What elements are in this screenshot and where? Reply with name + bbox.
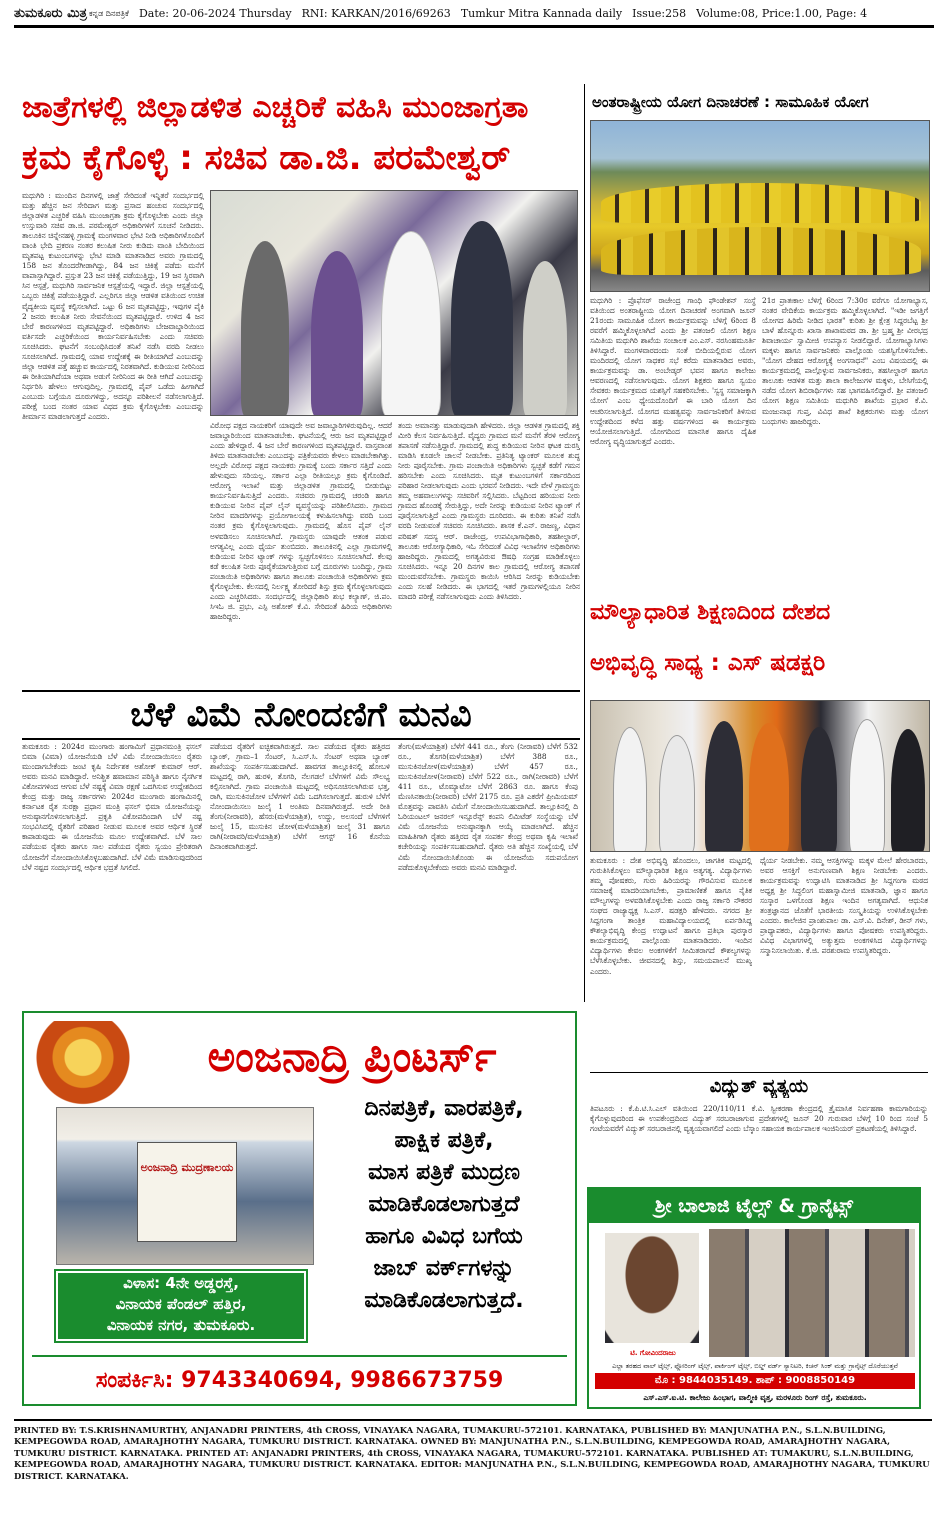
photo-figure: [891, 729, 925, 852]
education-column-1: ತುಮಕೂರು : ದೇಶ ಅಭಿವೃದ್ಧಿ ಹೊಂದಲು, ಜಾಗತಿಕ ಮಟ್ಟದಲ್ಲಿ ಗುರುತಿಸಿಕೊಳ್ಳಲು ಮೌಲ್ಯಾಧಾರಿತ ಶಿಕ್ಷಣ ಅತ್ಯಗತ್ಯ. ವಿದ್ಯಾರ್ಥಿಗಳು ತಮ್ಮ ಪೋಷಕರು, ಗುರು ಹಿರಿಯರನ್ನು ಗೌರವಿಸುವ ಮೂಲಕ ಸಮಾಜಕ್ಕೆ ಮಾದರಿಯಾಗಬೇಕು, ಪ್ರಾಮಾಣಿಕತೆ ಹಾಗೂ ನೈತಿಕ ಮೌಲ್ಯಗಳನ್ನು ಅಳವಡಿಸಿಕೊಳ್ಳಬೇಕು ಎಂದು ರಾಜ್ಯ ಸರ್ಕಾರಿ ನೌಕರರ ಸಂಘದ ರಾಜ್ಯಾಧ್ಯಕ್ಷ ಸಿ.ಎಸ್. ಷಡಕ್ಷರಿ ಹೇಳಿದರು. ನಗರದ ಶ್ರೀ ಸಿದ್ದಗಂಗಾ ತಾಂತ್ರಿಕ ಮಹಾವಿದ್ಯಾಲಯದಲ್ಲಿ ಏರ್ಪಡಿಸಿದ್ದ ಕೌಶಲ್ಯಾಭಿವೃದ್ಧಿ ಕೇಂದ್ರ ಉದ್ಘಾಟನೆ ಹಾಗೂ ಪ್ರತಿಭಾ ಪುರಸ್ಕಾರ ಕಾರ್ಯಕ್ರಮದಲ್ಲಿ ಪಾಲ್ಗೊಂಡು ಮಾತನಾಡಿದರು. ಇಂದಿನ ವಿದ್ಯಾರ್ಥಿಗಳು ಕೇವಲ ಅಂಕಗಳಿಕೆಗೆ ಸೀಮಿತರಾಗದೆ ಕೌಶಲ್ಯಗಳನ್ನು ಬೆಳೆಸಿಕೊಳ್ಳಬೇಕು. ಜೀವನದಲ್ಲಿ ಶಿಸ್ತು, ಸಮಯಪಾಲನೆ ಮುಖ್ಯ ಎಂದರು.: [590, 856, 752, 976]
address-line: ವಿಳಾಸ: 4ನೇ ಅಡ್ಡರಸ್ತೆ,: [123, 1274, 239, 1292]
publication-imprint: PRINTED BY: T.S.KRISHNAMURTHY, ANJANADRI PRINTERS, 4th CROSS, VINAYAKA NAGARA, TUMAKURU-572101. KARNATAKA, PUBLISHED BY: MANJUNATHA P.N., S.L.N.BUILDING, KEMPEGOWDA ROAD, AMARAJHOTHY NAGARA, TUMKURU DISTRICT. KARNATAKA. OWNED BY: MANJUNATHA P.N., S.L.N.BUILDING, KEMPEGOWDA ROAD, AMARAJHOTHY NAGARA, TUMKURU DISTRICT. KARNATAKA. PRINTED AT: ANJANADRI PRINTERS, 4th CROSS, VINAYAKA NAGARA, TUMAKURU-572101. KARNATAKA. PUBLISHED AT: TUMAKURU, S.L.N.BUILDING, KEMPEGOWDA ROAD, AMARAJHOTHY NAGARA, TUMKURU DISTRICT. KARNATAKA. EDITOR: MANJUNATHA P.N., S.L.N.BUILDING, KEMPEGOWDA ROAD, AMARAJHOTHY NAGARA, TUMKURU DISTRICT. KARNATAKA.: [14, 1419, 932, 1482]
address-line: ವಿನಾಯಕ ಪೆಂಡಲ್ ಹತ್ತಿರ,: [115, 1295, 247, 1313]
crop-insurance-headline: ಬೆಳೆ ವಿಮೆ ನೋಂದಣಿಗೆ ಮನವಿ: [130, 695, 472, 735]
service-line: ಹಾಗೂ ವಿವಿಧ ಬಗೆಯ: [365, 1224, 523, 1249]
photo-figure: [241, 241, 289, 416]
rni-number: RNI: KARKAN/2016/69263: [301, 7, 451, 20]
printers-address: [56, 1271, 306, 1341]
photo-group-row: [601, 183, 921, 223]
shop-photo: [56, 1107, 314, 1265]
printers-services: [314, 1093, 574, 1317]
service-line: ದಿನಪತ್ರಿಕೆ, ವಾರಪತ್ರಿಕೆ,: [364, 1096, 524, 1121]
photo-group-row: [601, 227, 921, 275]
tiles-tagline: ಎಲ್ಲಾ ತರಹದ ವಾಲ್ ಟೈಲ್ಸ್, ಫ್ಲೋರಿಂಗ್ ಟೈಲ್ಸ್, ಪಾರ್ಕಿಂಗ್ ಟೈಲ್ಸ್, ಬಿಲ್ಡ್ ವರ್ಡ್ ಸ್ಯಾನಿಟರಿ, ಕಿಚನ್ ಸಿಂಕ್ ಮತ್ತು ಗ್ರಾನೈಟ್ಸ್ ದೊರೆಯುತ್ತವೆ: [612, 1362, 898, 1370]
power-cut-body: ತಿಪಟೂರು : ಕೆ.ಪಿ.ಟಿ.ಸಿ.ಎಲ್ ವತಿಯಿಂದ 220/110/11 ಕೆ.ವಿ. ಸ್ವೀಕರಣಾ ಕೇಂದ್ರದಲ್ಲಿ ತ್ರೈಮಾಸಿಕ ನಿರ್ವಹಣಾ ಕಾಮಗಾರಿಯನ್ನು ಕೈಗೊಳ್ಳುವುದರಿಂದ ಈ ಉಪಕೇಂದ್ರದಿಂದ ವಿದ್ಯುತ್ ಸರಬರಾಜಾಗುವ ಪ್ರದೇಶಗಳಲ್ಲಿ ಜೂನ್ 20 ಗುರುವಾರ ಬೆಳಿಗ್ಗೆ 10 ರಿಂದ ಸಂಜೆ 5 ಗಂಟೆಯವರೆಗೆ ವಿದ್ಯುತ್ ಸರಬರಾಜಿನಲ್ಲಿ ವ್ಯತ್ಯಯವಾಗಲಿದೆ ಎಂದು ಬೆಸ್ಕಾಂ ಸಹಾಯಕ ಕಾರ್ಯಪಾಲಕ ಇಂಜಿನಿಯರ್ ಪ್ರಕಟಣೆಯಲ್ಲಿ ತಿಳಿಸಿದ್ದಾರೆ.: [590, 1104, 928, 1134]
service-line: ಜಾಬ್ ವರ್ಕ್‌ಗಳನ್ನು: [373, 1256, 515, 1281]
education-headline-line1: ಮೌಲ್ಯಾಧಾರಿತ ಶಿಕ್ಷಣದಿಂದ ದೇಶದ: [590, 600, 831, 625]
photo-figure: [659, 735, 695, 852]
yoga-column-2: 21ರ ಪ್ರಾತಃಕಾಲ ಬೆಳಿಗ್ಗೆ 6ರಿಂದ 7:30ರ ವರೆಗೂ ಯೋಗಾಭ್ಯಾಸ, ನಂತರ ವೇದಿಕೆಯ ಕಾರ್ಯಕ್ರಮ ಹಮ್ಮಿಕೊಳ್ಳಲಾಗಿದೆ. "ಇಡೀ ಜಗತ್ತಿಗೆ ಯೋಗದ ಹಿರಿಮೆ ನೀಡಿದ ಭಾರತ" ಕುರಿತು ಶ್ರೀ ಕ್ಷೇತ್ರ ಸಿದ್ದರಬೆಟ್ಟ ಶ್ರೀ ಬಾಳೆ ಹೊನ್ನೂರು ಖಾಸಾ ಶಾಖಾಮಠದ ಡಾ. ಶ್ರೀ ಬ್ರಹ್ಮ ಶ್ರೀ ವೀರಭದ್ರ ಶಿವಾಚಾರ್ಯ ಸ್ವಾಮೀಜಿ ಉಪನ್ಯಾಸ ನೀಡಲಿದ್ದಾರೆ. ಯೋಗಾಭ್ಯಾಸಿಗಳು ಮಕ್ಕಳು ಹಾಗೂ ಸಾರ್ವಜನಿಕರು ಪಾಲ್ಗೊಂಡು ಯಶಸ್ವಿಗೊಳಿಸಬೇಕು. "ಯೋಗ ದೇಹದ ಆರೋಗ್ಯಕ್ಕೆ ಅಂಗಸಾಧನೆ" ಎಂಬ ವಿಷಯದಲ್ಲಿ ಈ ಕಾರ್ಯಕ್ರಮದಲ್ಲಿ ಪಾಲ್ಗೊಳ್ಳುವ ಸಾರ್ವಜನಿಕರು, ತಹಸೀಲ್ದಾರ್ ಹಾಗೂ ತಾಲೂಕು ಆಡಳಿತ ಮತ್ತು ಶಾಲಾ ಕಾಲೇಜುಗಳ ಮಕ್ಕಳು, ಬೇಸಿಗೆಯಲ್ಲಿ ನಡೆದ ಯೋಗ ಶಿಬಿರಾರ್ಥಿಗಳು ಸಹ ಭಾಗವಹಿಸಲಿದ್ದಾರೆ. ಶ್ರೀ ಪತಂಜಲಿ ಯೋಗ ಶಿಕ್ಷಣ ಸಮಿತಿಯ ಮಧುಗಿರಿ ಶಾಖೆಯ ಪ್ರಭಾರ ಕೆ.ವಿ. ಮಂಜುನಾಥ ಗುಪ್ತ, ವಿವಿಧ ಶಾಖೆ ಶಿಕ್ಷಕರುಗಳು ಮತ್ತು ಯೋಗ ಬಂಧುಗಳು ಹಾಜರಿದ್ದರು.: [762, 296, 928, 426]
volume-price-page: Volume:08, Price:1.00, Page: 4: [696, 7, 868, 20]
issue-number: Issue:258: [632, 7, 687, 20]
photo-figure: [801, 727, 837, 852]
owner-photo: [605, 1233, 699, 1343]
masthead: ತುಮಕೂರು ಮಿತ್ರ: [14, 6, 87, 21]
main-story-column-1: ಮಧುಗಿರಿ : ಮುಂದಿನ ದಿನಗಳಲ್ಲಿ ಜಾತ್ರೆ ಸೇರಿದಂತೆ ಇನ್ನಿತರೆ ಸಂದರ್ಭದಲ್ಲಿ ಮತ್ತು ಹೆಚ್ಚಿನ ಜನ ಸೇರಿದಾಗ ಮತ್ತು ಪ್ರಸಾದ ಹಂಚುವ ಸಂದರ್ಭದಲ್ಲಿ ಜಿಲ್ಲಾಡಳಿತ ಎಚ್ಚರಿಕೆ ವಹಿಸಿ ಮುಂಜಾಗ್ರತಾ ಕ್ರಮ ಕೈಗೊಳ್ಳಬೇಕು ಎಂದು ಜಿಲ್ಲಾ ಉಸ್ತುವಾರಿ ಸಚಿವ ಡಾ.ಜಿ. ಪರಮೇಶ್ವರ್ ಅಧಿಕಾರಿಗಳಿಗೆ ಸೂಚನೆ ನೀಡಿದರು. ತಾಲೂಕಿನ ಚಿನ್ನೇನಹಳ್ಳಿ ಗ್ರಾಮಕ್ಕೆ ಮಂಗಳವಾರ ಭೇಟಿ ನೀಡಿ ಅಧಿಕಾರಿಗಳೊಂದಿಗೆ ವಾಂತಿ ಭೇದಿ ಪ್ರಕರಣ ನಂತರ ಕಲುಷಿತ ನೀರು ಕುಡಿದು ವಾಂತಿ ಬೇದಿಯಿಂದ ಮೃತಪಟ್ಟ ಕುಟುಂಬಗಳನ್ನು ಭೇಟಿ ಮಾಡಿ ಮಾತನಾಡಿದ ಅವರು ಗ್ರಾಮದಲ್ಲಿ 158 ಜನ ತೊಂದರೆಗೀಡಾಗಿದ್ದು, 84 ಜನ ಚಿಕಿತ್ಸೆ ಪಡೆದು ಮನೆಗೆ ವಾಪಾಸ್ಸಾಗಿದ್ದಾರೆ. ಪ್ರಸ್ತುತ 23 ಜನ ಚಿಕಿತ್ಸೆ ಪಡೆಯುತ್ತಿದ್ದು, 19 ಜನ ಸ್ಥಿರವಾಗಿ ಸಿನ ಆಸ್ಪತ್ರೆ, ಮಧುಗಿರಿ ಸಾರ್ವಜನಿಕ ಆಸ್ಪತ್ರೆಯಲ್ಲಿ ಇದ್ದಾರೆ. ಜಿಲ್ಲಾ ಆಸ್ಪತ್ರೆಯಲ್ಲಿ ಒಬ್ಬರು ಚಿಕಿತ್ಸೆ ಪಡೆಯುತ್ತಿದ್ದಾರೆ. ಎಲ್ಲರಿಗೂ ಜಿಲ್ಲಾ ಆಡಳಿತ ವತಿಯಿಂದ ಉಚಿತ ವೈದ್ಯಕೀಯ ವ್ಯವಸ್ಥೆ ಕಲ್ಪಿಸಲಾಗಿದೆ. ಒಟ್ಟು 6 ಜನ ಮೃತಪಟ್ಟಿದ್ದು, ಇವುಗಳ ಪೈಕಿ 2 ಜನರು ಕಲುಷಿತ ನೀರು ಸೇವನೆಯಿಂದ ಮೃತಪಟ್ಟಿದ್ದಾರೆ. ಉಳಿದ 4 ಜನ ಬೇರೆ ಕಾರಣಗಳಿಂದ ಮೃತಪಟ್ಟಿದ್ದಾರೆ. ಅಧಿಕಾರಿಗಳು ಬೇಜವಾಬ್ದಾರಿಯಿಂದ ವರ್ತಿಸದೇ ಎಚ್ಚರಿಕೆಯಿಂದ ಕಾರ್ಯನಿರ್ವಹಿಸಬೇಕು ಎಂದು ಸಚಿವರು ಸೂಚಿಸಿದರು. ಘಟನೆಗೆ ಸಂಬಂಧಿಸಿದಂತೆ ತನಿಖೆ ನಡೆಸಿ ವರದಿ ನೀಡಲು ಸೂಚಿಸಲಾಗಿದೆ. ಗ್ರಾಮದಲ್ಲಿ ಯಾವ ಉದ್ದೇಶಕ್ಕೆ ಈ ರೀತಿಯಾಗಿದೆ ಎಂಬುದನ್ನು ಜಿಲ್ಲಾ ಆಡಳಿತ ಪತ್ತೆ ಹಚ್ಚುವ ಕಾರ್ಯದಲ್ಲಿ ನಿರತವಾಗಿದೆ. ಕುಡಿಯುವ ನೀರಿನಿಂದ ಈ ರೀತಿಯಾಗಿದೆಯಾ ಅಥವಾ ಅಡುಗೆ ನೀರಿನಿಂದ ಈ ರೀತಿ ಆಗಿದೆ ಎಂಬುದನ್ನು ನಿರ್ಧರಿಸಿ ಹೇಳಲು ಆಗುವುದಿಲ್ಲ. ಗ್ರಾಮದಲ್ಲಿ ಪೈಪ್ ಒಡೆದು ಹೀಗಾಗಿದೆ ಎಂಬುದು ಬಗ್ಗೆಯೂ ದೂರುಗಳಿದ್ದು, ಅದನ್ನೂ ಪರಿಶೀಲನೆ ನಡೆಸಲಾಗುತ್ತಿದೆ. ಪರೀಕ್ಷೆ ಬಂದ ನಂತರ ಯಾವ ವಿಧದ ಕ್ರಮ ಕೈಗೊಳ್ಳಬೇಕು ಎಂಬುದನ್ನು ತೀರ್ಮಾನ ಮಾಡಲಾಗುತ್ತದೆ ಎಂದರು.: [22, 191, 204, 422]
photo-figure: [849, 719, 885, 852]
tiles-title: ಶ್ರೀ ಬಾಲಾಜಿ ಟೈಲ್ಸ್ & ಗ್ರಾನೈಟ್ಸ್: [589, 1189, 919, 1223]
main-story-column-3: ತಂದು ಅಮಾನತ್ತು ಮಾಡುವುದಾಗಿ ಹೇಳಿದರು. ಜಿಲ್ಲಾ ಆಡಳಿತ ಗ್ರಾಮದಲ್ಲಿ ಶಕ್ತಿ ಮೀರಿ ಕೆಲಸ ನಿರ್ವಹಿಸುತ್ತಿದೆ. ವೈದ್ಯರು ಗ್ರಾಮದ ಮನೆ ಮನೆಗೆ ತೆರಳಿ ಆರೋಗ್ಯ ತಪಾಸಣೆ ನಡೆಸುತ್ತಿದ್ದಾರೆ. ಗ್ರಾಮದಲ್ಲಿ ಶುದ್ಧ ಕುಡಿಯುವ ನೀರಿನ ಘಟಕ ದುರಸ್ತಿ ಮಾಡಿಸಿ ಕೂಡಲೇ ಚಾಲನೆ ನೀಡಬೇಕು. ಪ್ರತಿನಿತ್ಯ ಟ್ಯಾಂಕರ್ ಮೂಲಕ ಶುದ್ಧ ನೀರು ಪೂರೈಸಬೇಕು. ಗ್ರಾಮ ಪಂಚಾಯಿತಿ ಅಧಿಕಾರಿಗಳು ಸ್ವಚ್ಛತೆ ಕಡೆಗೆ ಗಮನ ಹರಿಸಬೇಕು ಎಂದು ಸೂಚಿಸಿದರು. ಮೃತ ಕುಟುಂಬಗಳಿಗೆ ಸರ್ಕಾರದಿಂದ ಪರಿಹಾರ ನೀಡಲಾಗುವುದು ಎಂದು ಭರವಸೆ ನೀಡಿದರು. ಇದೇ ವೇಳೆ ಗ್ರಾಮಸ್ಥರು ತಮ್ಮ ಅಹವಾಲುಗಳನ್ನು ಸಚಿವರಿಗೆ ಸಲ್ಲಿಸಿದರು. ಬೆಟ್ಟದಿಂದ ಹರಿಯುವ ನೀರು ಗ್ರಾಮದ ಹೊಂಡಕ್ಕೆ ಸೇರುತ್ತಿದ್ದು, ಅದೇ ನೀರನ್ನು ಕುಡಿಯುವ ನೀರಿನ ಟ್ಯಾಂಕ್ ಗೆ ಪೂರೈಸಲಾಗುತ್ತಿದೆ ಎಂದು ಗ್ರಾಮಸ್ಥರು ದೂರಿದರು. ಈ ಕುರಿತು ತನಿಖೆ ನಡೆಸಿ ವರದಿ ನೀಡುವಂತೆ ಸಚಿವರು ಸೂಚಿಸಿದರು. ಶಾಸಕ ಕೆ.ಎನ್. ರಾಜಣ್ಣ, ವಿಧಾನ ಪರಿಷತ್ ಸದಸ್ಯ ಆರ್. ರಾಜೇಂದ್ರ, ಉಪವಿಭಾಗಾಧಿಕಾರಿ, ತಹಶೀಲ್ದಾರ್, ತಾಲೂಕು ಆರೋಗ್ಯಾಧಿಕಾರಿ, ಇಓ ಸೇರಿದಂತೆ ವಿವಿಧ ಇಲಾಖೆಗಳ ಅಧಿಕಾರಿಗಳು ಹಾಜರಿದ್ದರು. ಗ್ರಾಮದಲ್ಲಿ ಅಗತ್ಯವಿರುವ ಔಷಧಿ ಸಂಗ್ರಹ ಮಾಡಿಕೊಳ್ಳಲು ಸೂಚಿಸಿದರು. ಇನ್ನೂ 20 ದಿನಗಳ ಕಾಲ ಗ್ರಾಮದಲ್ಲಿ ಆರೋಗ್ಯ ತಪಾಸಣೆ ಮುಂದುವರೆಸಬೇಕು. ಗ್ರಾಮಸ್ಥರು ಕಾಯಿಸಿ ಆರಿಸಿದ ನೀರನ್ನು ಕುಡಿಯಬೇಕು ಎಂದು ಸಲಹೆ ನೀಡಿದರು. ಈ ಭಾಗದಲ್ಲಿ ಇತರೆ ಗ್ರಾಮಗಳಲ್ಲಿಯೂ ನೀರಿನ ಮಾದರಿ ಪರೀಕ್ಷೆ ನಡೆಸಲಾಗುವುದು ಎಂದು ತಿಳಿಸಿದರು.: [398, 421, 580, 601]
photo-figure: [749, 723, 789, 852]
ad-divider: [32, 1355, 567, 1357]
crop-column-1: ತುಮಕೂರು : 2024ರ ಮುಂಗಾರು ಹಂಗಾಮಿಗೆ ಪ್ರಧಾನಮಂತ್ರಿ ಫಸಲ್ ಬಿಮಾ (ವಿಮಾ) ಯೋಜನೆಯಡಿ ಬೆಳೆ ವಿಮೆ ನೋಂದಾಯಿಸಲು ರೈತರು ಮುಂದಾಗಬೇಕೆಂದು ಜಂಟಿ ಕೃಷಿ ನಿರ್ದೇಶಕ ಅಶೋಕ್ ಕುಮಾರ್ ಆರ್. ಅವರು ಮನವಿ ಮಾಡಿದ್ದಾರೆ. ಅನಿಶ್ಚಿತ ಹವಾಮಾನ ಪರಿಸ್ಥಿತಿ ಹಾಗೂ ನೈಸರ್ಗಿಕ ವಿಕೋಪಗಳಿಂದ ಆಗುವ ಬೆಳೆ ನಷ್ಟಕ್ಕೆ ವಿಮಾ ರಕ್ಷಣೆ ಒದಗಿಸುವ ಉದ್ದೇಶದಿಂದ ಕೇಂದ್ರ ಮತ್ತು ರಾಜ್ಯ ಸರ್ಕಾರಗಳು 2024ರ ಮುಂಗಾರು ಹಂಗಾಮಿನಲ್ಲಿ ಕರ್ನಾಟಕ ರೈತ ಸುರಕ್ಷಾ ಪ್ರಧಾನ ಮಂತ್ರಿ ಫಸಲ್ ಭಿಮಾ ಯೋಜನೆಯನ್ನು ಅನುಷ್ಠಾನಗೊಳಿಸಲಾಗುತ್ತಿದೆ. ಪ್ರಕೃತಿ ವಿಕೋಪದಿಂದಾಗಿ ಬೆಳೆ ನಷ್ಟ ಸಂಭವಿಸಿದಲ್ಲಿ ರೈತರಿಗೆ ಪರಿಹಾರ ನೀಡುವ ಮೂಲಕ ಅವರ ಆರ್ಥಿಕ ಸ್ಥಿರತೆ ಕಾಪಾಡುವುದು ಈ ಯೋಜನೆಯ ಮೂಲ ಉದ್ದೇಶವಾಗಿದೆ. ಬೆಳೆ ಸಾಲ ಪಡೆಯುವ ರೈತರು ಹಾಗೂ ಸಾಲ ಪಡೆಯದ ರೈತರು ಸ್ವಯಂ ಪ್ರೇರಿತರಾಗಿ ಯೋಜನೆಗೆ ನೋಂದಾಯಿಸಿಕೊಳ್ಳಬಹುದಾಗಿದೆ. ಬೆಳೆ ವಿಮೆ ಮಾಡಿಸುವುದರಿಂದ ಬೆಳೆ ನಷ್ಟದ ಸಂದರ್ಭದಲ್ಲಿ ಆರ್ಥಿಕ ಭದ್ರತೆ ಸಿಗಲಿದೆ.: [22, 742, 202, 872]
yoga-column-1: ಮಧುಗಿರಿ : ಪ್ರೊಫೆಸರ್ ರಾಜೇಂದ್ರ ಗಾಂಧಿ ಫೌಂಡೇಶನ್ ಸಂಸ್ಥೆ ವತಿಯಿಂದ ಅಂತರಾಷ್ಟ್ರೀಯ ಯೋಗ ದಿನಾಚರಣೆ ಅಂಗವಾಗಿ ಜೂನ್ 21ರಂದು ಸಾಮೂಹಿಕ ಯೋಗ ಕಾರ್ಯಕ್ರಮವನ್ನು ಬೆಳಿಗ್ಗೆ 6ರಿಂದ 8 ರವರೆಗೆ ಹಮ್ಮಿಕೊಳ್ಳಲಾಗಿದೆ ಎಂದು ಶ್ರೀ ಪತಂಜಲಿ ಯೋಗ ಶಿಕ್ಷಣ ಸಮಿತಿಯ ಮಧುಗಿರಿ ಶಾಖೆಯ ಸಂಚಾಲಕ ಎಂ.ಎಸ್. ನರಸಿಂಹಮೂರ್ತಿ ತಿಳಿಸಿದ್ದಾರೆ. ಮಂಗಳವಾರದಂದು ಸಂತೆ ಬೀದಿಯಲ್ಲಿರುವ ಯೋಗ ಮಂದಿರದಲ್ಲಿ ಯೋಗ ಸಾಧಕರ ಸಭೆ ಕರೆದು ಮಾತನಾಡಿದ ಅವರು, ಕಾರ್ಯಕ್ರಮವನ್ನು ಡಾ. ಅಂಬೇಡ್ಕರ್ ಭವನ ಹಾಗೂ ಕಾಲೇಜು ಆವರಣದಲ್ಲಿ ನಡೆಸಲಾಗುವುದು. ಯೋಗ ಶಿಕ್ಷಕರು ಹಾಗೂ ಸ್ವಯಂ ಸೇವಕರು ಕಾರ್ಯಕ್ರಮದ ಯಶಸ್ಸಿಗೆ ಸಹಕರಿಸಬೇಕು. 'ಸ್ವಸ್ಥ ಸಮಾಜಕ್ಕಾಗಿ ಯೋಗ' ಎಂಬ ಧ್ಯೇಯದೊಂದಿಗೆ ಈ ಬಾರಿ ಯೋಗ ದಿನ ಆಚರಿಸಲಾಗುತ್ತಿದೆ. ಯೋಗದ ಮಹತ್ವವನ್ನು ಸಾರ್ವಜನಿಕರಿಗೆ ತಿಳಿಸುವ ಉದ್ದೇಶದಿಂದ ಕಳೆದ ಹತ್ತು ವರ್ಷಗಳಿಂದ ಈ ಕಾರ್ಯಕ್ರಮ ಆಯೋಜಿಸಲಾಗುತ್ತಿದೆ. ಯೋಗದಿಂದ ಮಾನಸಿಕ ಹಾಗೂ ದೈಹಿಕ ಆರೋಗ್ಯ ವೃದ್ಧಿಯಾಗುತ್ತದೆ ಎಂದರು.: [590, 296, 756, 446]
paper-name: Tumkur Mitra Kannada daily: [460, 7, 623, 20]
shop-sign: ಅಂಜನಾದ್ರಿ ಮುದ್ರಣಾಲಯ: [137, 1142, 237, 1242]
minister-visit-photo: [210, 190, 578, 416]
crop-column-3: ತೆಂಗು(ಮಳೆಯಾಶ್ರಿತ) ಬೆಳೆಗೆ 441 ರೂ., ತೆಂಗು (ನೀರಾವರಿ) ಬೆಳೆಗೆ 532 ರೂ., ತೊಗರಿ(ಮಳೆಯಾಶ್ರಿತ) ಬೆಳೆಗೆ 388 ರೂ., ಮುಸುಕಿನಜೋಳ(ಮಳೆಯಾಶ್ರಿತ) ಬೆಳೆಗೆ 457 ರೂ., ಮುಸುಕಿನಜೋಳ(ನೀರಾವರಿ) ಬೆಳೆಗೆ 522 ರೂ., ರಾಗಿ(ನೀರಾವರಿ) ಬೆಳೆಗೆ 411 ರೂ., ಟೊಮ್ಯಾಟೋ ಬೆಳೆಗೆ 2863 ರೂ. ಹಾಗೂ ಕೆಂಪು ಮೆಣಸಿನಕಾಯಿ(ನೀರಾವರಿ) ಬೆಳೆಗೆ 2175 ರೂ. ಪ್ರತಿ ಎಕರೆಗೆ ಪ್ರೀಮಿಯಮ್ ಮೊತ್ತವನ್ನು ಪಾವತಿಸಿ ವಿಮೆಗೆ ನೋಂದಾಯಿಸಬಹುದಾಗಿದೆ. ತಾಲ್ಲೂಕಿನಲ್ಲಿ ದಿ ಓರಿಯಂಟಲ್ ಜನರಲ್ ಇನ್ಸೂರೆನ್ಸ್ ಕಂಪನಿ ಲಿಮಿಟೆಡ್ ಸಂಸ್ಥೆಯನ್ನು ಬೆಳೆ ವಿಮೆ ಯೋಜನೆಯ ಅನುಷ್ಠಾನಕ್ಕಾಗಿ ಆಯ್ಕೆ ಮಾಡಲಾಗಿದೆ. ಹೆಚ್ಚಿನ ಮಾಹಿತಿಗಾಗಿ ರೈತರು ಹತ್ತಿರದ ರೈತ ಸಂಪರ್ಕ ಕೇಂದ್ರ ಅಥವಾ ಕೃಷಿ ಇಲಾಖೆ ಕಚೇರಿಯನ್ನು ಸಂಪರ್ಕಿಸಬಹುದಾಗಿದೆ. ರೈತರು ಅತಿ ಹೆಚ್ಚಿನ ಸಂಖ್ಯೆಯಲ್ಲಿ ಬೆಳೆ ವಿಮೆ ನೋಂದಾಯಿಸಿಕೊಂಡು ಈ ಯೋಜನೆಯ ಸದುಪಯೋಗ ಪಡೆದುಕೊಳ್ಳಬೇಕೆಂದು ಅವರು ಮನವಿ ಮಾಡಿದ್ದಾರೆ.: [398, 742, 578, 872]
main-story-column-2: ವಿರೋಧ ಪಕ್ಷದ ನಾಯಕರಿಗೆ ಯಾವುದೇ ಅವ ಜವಾಬ್ದಾರಿಗಳಿರುವುದಿಲ್ಲ. ಆದರೆ ಜವಾಬ್ದಾರಿಯಿಂದ ಮಾತನಾಡಬೇಕು. ಘಟನೆಯಲ್ಲಿ ಆರು ಜನ ಮೃತಪಟ್ಟಿದ್ದಾರೆ ಎಂದು ಹೇಳಿದ್ದಾರೆ. 4 ಜನ ಬೇರೆ ಕಾರಣಗಳಿಂದ ಮೃತಪಟ್ಟಿದ್ದಾರೆ. ವಾಸ್ತವಾಂಶ ತಿಳಿದು ಮಾತನಾಡಬೇಕು ಎಂಬುದನ್ನು ಪತ್ರಿಕೆಯವರು ಕೇಳಲು ಮಾಡಬೇಕಾಗಿತ್ತು. ಅಲ್ಲದೇ ವಿರೋಧ ಪಕ್ಷದ ನಾಯಕರು ಗ್ರಾಮಕ್ಕೆ ಬಂದು ಸರ್ಕಾರ ಸತ್ತಿದೆ ಎಂದು ಹೇಳುವುದು ಸರಿಯಲ್ಲ. ಸರ್ಕಾರ ಎಲ್ಲಾ ರೀತಿಯಲ್ಲೂ ಕ್ರಮ ಕೈಗೊಂಡಿದೆ. ಆರೋಗ್ಯ ಇಲಾಖೆ ಮತ್ತು ಜಿಲ್ಲಾಡಳಿತ ಗ್ರಾಮದಲ್ಲಿ ಬೀಡುಬಿಟ್ಟು ಕಾರ್ಯನಿರ್ವಹಿಸುತ್ತಿದೆ ಎಂದರು. ಸಚಿವರು ಗ್ರಾಮದಲ್ಲಿ ಚರಂಡಿ ಹಾಗೂ ಕುಡಿಯುವ ನೀರಿನ ಪೈಪ್ ಲೈನ್ ವ್ಯವಸ್ಥೆಯನ್ನು ಪರಿಶೀಲಿಸಿದರು. ಗ್ರಾಮದ ನೀರಿನ ಮಾದರಿಗಳನ್ನು ಪ್ರಯೋಗಾಲಯಕ್ಕೆ ಕಳುಹಿಸಲಾಗಿದ್ದು ವರದಿ ಬಂದ ನಂತರ ಕ್ರಮ ಕೈಗೊಳ್ಳಲಾಗುವುದು. ಗ್ರಾಮದಲ್ಲಿ ಹೊಸ ಪೈಪ್ ಲೈನ್ ಅಳವಡಿಸಲು ಸೂಚಿಸಲಾಗಿದೆ. ಗ್ರಾಮಸ್ಥರು ಯಾವುದೇ ಆತಂಕ ಪಡುವ ಅಗತ್ಯವಿಲ್ಲ ಎಂದು ಧೈರ್ಯ ತುಂಬಿದರು. ತಾಲೂಕಿನಲ್ಲಿ ಎಲ್ಲಾ ಗ್ರಾಮಗಳಲ್ಲಿ ಕುಡಿಯುವ ನೀರಿನ ಟ್ಯಾಂಕ್ ಗಳನ್ನು ಸ್ವಚ್ಛಗೊಳಿಸಲು ಸೂಚಿಸಲಾಗಿದೆ. ಕೆಲವು ಕಡೆ ಕಲುಷಿತ ನೀರು ಪೂರೈಕೆಯಾಗುತ್ತಿರುವ ಬಗ್ಗೆ ದೂರುಗಳು ಬಂದಿದ್ದು, ಗ್ರಾಮ ಪಂಚಾಯಿತಿ ಅಧಿಕಾರಿಗಳು ಹಾಗೂ ತಾಲೂಕು ಪಂಚಾಯಿತಿ ಅಧಿಕಾರಿಗಳು ಕ್ರಮ ಕೈಗೊಳ್ಳಬೇಕು. ಕೆಲಸದಲ್ಲಿ ನಿರ್ಲಕ್ಷ್ಯ ತೋರಿದರೆ ಶಿಸ್ತು ಕ್ರಮ ಕೈಗೊಳ್ಳಲಾಗುವುದು ಎಂದು ಎಚ್ಚರಿಸಿದರು. ಸಂದರ್ಭದಲ್ಲಿ ಜಿಲ್ಲಾಧಿಕಾರಿ ಶುಭ ಕಲ್ಯಾಣ್, ಜಿ.ಪಂ. ಸಿಇಓ ಜಿ. ಪ್ರಭು, ಎಸ್ಪಿ ಅಶೋಕ್ ಕೆ.ವಿ. ಸೇರಿದಂತೆ ಹಿರಿಯ ಅಧಿಕಾರಿಗಳು ಹಾಜರಿದ್ದರು.: [210, 421, 392, 621]
yoga-headline: ಅಂತರಾಷ್ಟ್ರೀಯ ಯೋಗ ದಿನಾಚರಣೆ : ಸಾಮೂಹಿಕ ಯೋಗ: [592, 93, 869, 111]
address-line: ವಿನಾಯಕ ನಗರ, ತುಮಕೂರು.: [106, 1316, 256, 1334]
column-divider: [584, 84, 585, 1002]
service-line: ಪಾಕ್ಷಿಕ ಪತ್ರಿಕೆ,: [394, 1128, 494, 1153]
photo-figure: [381, 231, 441, 416]
service-line: ಮಾಡಿಕೊಡಲಾಗುತ್ತದೆ.: [364, 1288, 524, 1313]
service-line: ಮಾಡಿಕೊಡಲಾಗುತ್ತದೆ: [368, 1192, 520, 1217]
education-event-photo: [590, 700, 930, 852]
education-headline-line2: ಅಭಿವೃದ್ಧಿ ಸಾಧ್ಯ : ಎಸ್ ಷಡಕ್ಷರಿ: [590, 650, 826, 676]
printers-contact: ಸಂಪರ್ಕಿಸಿ: 9743340694, 9986673759: [95, 1368, 504, 1393]
service-line: ಮಾಸ ಪತ್ರಿಕೆ ಮುದ್ರಣ: [368, 1160, 520, 1185]
yoga-group-photo: [590, 120, 930, 292]
photo-figure: [613, 727, 647, 852]
tiles-product-photo: [709, 1229, 915, 1357]
tiles-address: ಎಸ್.ಎಸ್.ಐ.ಟಿ. ಕಾಲೇಜು ಹಿಂಭಾಗ, ವಾಲ್ಮೀಕಿ ವೃತ್ತ, ಮರಳೂರು ರಿಂಗ್ ರಸ್ತೆ, ತುಮಕೂರು.: [643, 1393, 867, 1402]
page-header: [14, 2, 934, 28]
photo-figure: [451, 221, 513, 416]
owner-name: ಟಿ. ಗೋವಿಂದರಾಜು: [630, 1349, 676, 1357]
main-headline-line2: ಕ್ರಮ ಕೈಗೊಳ್ಳಿ : ಸಚಿವ ಡಾ.ಜಿ. ಪರಮೇಶ್ವರ್: [22, 138, 511, 178]
printers-title: ಅಂಜನಾದ್ರಿ ಪ್ರಿಂಟರ್ಸ್: [207, 1032, 497, 1081]
issue-date: Date: 20-06-2024 Thursday: [138, 7, 292, 20]
section-divider: [22, 738, 580, 740]
power-cut-headline: ವಿದ್ಯುತ್ ವ್ಯತ್ಯಯ: [709, 1076, 809, 1097]
masthead-subtitle: ಕನ್ನಡ ದಿನಪತ್ರಿಕೆ: [88, 8, 129, 18]
photo-figure: [523, 261, 567, 416]
tiles-phone: ಮೊ : 9844035149. ಶಾಪ್ : 9008850149: [595, 1373, 915, 1389]
crop-column-2: ಪಡೆಯದ ರೈತರಿಗೆ ಐಚ್ಛಿಕವಾಗಿರುತ್ತದೆ. ಸಾಲ ಪಡೆಯದ ರೈತರು ಹತ್ತಿರದ ಬ್ಯಾಂಕ್, ಗ್ರಾಮ–1 ಸೆಂಟರ್, ಸಿ.ಎಸ್.ಸಿ. ಸೆಂಟರ್ ಅಥವಾ ಬ್ಯಾಂಕ್ ಶಾಖೆಯನ್ನು ಸಂಪರ್ಕಿಸಬಹುದಾಗಿದೆ. ಹಾವಗಡ ತಾಲ್ಲೂಕಿನಲ್ಲಿ ಹೋಬಳಿ ಮಟ್ಟದಲ್ಲಿ ರಾಗಿ, ಹುರಳಿ, ತೊಗರಿ, ನೆಲಗಡಲೆ ಬೆಳೆಗಳಿಗೆ ವಿಮೆ ಸೌಲಭ್ಯ ಕಲ್ಪಿಸಲಾಗಿದೆ. ಗ್ರಾಮ ಪಂಚಾಯಿತಿ ಮಟ್ಟದಲ್ಲಿ ಅಧಿಸೂಚಿಸಲಾಗಿರುವ ಭತ್ತ, ರಾಗಿ, ಮುಸುಕಿನಜೋಳ ಬೆಳೆಗಳಿಗೆ ವಿಮೆ ಒದಗಿಸಲಾಗುತ್ತದೆ. ಹುರುಳಿ ಬೆಳೆಗೆ ನೋಂದಾಯಿಸಲು ಜುಲೈ 1 ಅಂತಿಮ ದಿನವಾಗಿರುತ್ತದೆ. ಅದೇ ರೀತಿ ತೆಂಗು(ನೀರಾವರಿ), ಹೆಸರು(ಮಳೆಯಾಶ್ರಿತ), ಉದ್ದು, ಅಲಸಂದೆ ಬೆಳೆಗಳಿಗೆ ಜುಲೈ 15, ಮುಸುಕಿನ ಜೋಳ(ಮಳೆಯಾಶ್ರಿತ) ಜುಲೈ 31 ಹಾಗೂ ರಾಗಿ(ನೀರಾವರಿ/ಮಳೆಯಾಶ್ರಿತ) ಬೆಳೆಗೆ ಆಗಸ್ಟ್ 16 ಕೊನೆಯ ದಿನಾಂಕವಾಗಿರುತ್ತದೆ.: [210, 742, 390, 852]
printers-advertisement: [22, 1011, 577, 1406]
section-divider: [590, 1072, 928, 1073]
photo-figure: [705, 721, 743, 852]
main-headline-line1: ಜಾತ್ರೆಗಳಲ್ಲಿ ಜಿಲ್ಲಾಡಳಿತ ಎಚ್ಚರಿಕೆ ವಹಿಸಿ ಮುಂಜಾಗ್ರತಾ: [22, 90, 529, 125]
education-column-2: ಧೈರ್ಯ ನೀಡಬೇಕು. ನಮ್ಮ ಆಸಕ್ತಿಗಳನ್ನು ಮಕ್ಕಳ ಮೇಲೆ ಹೇರಬಾರದು, ಅವರ ಆಸಕ್ತಿಗೆ ಅನುಗುಣವಾಗಿ ಶಿಕ್ಷಣ ನೀಡಬೇಕು ಎಂದರು. ಕಾರ್ಯಕ್ರಮವನ್ನು ಉದ್ಘಾಟಿಸಿ ಮಾತನಾಡಿದ ಶ್ರೀ ಸಿದ್ದಗಂಗಾ ಮಠದ ಅಧ್ಯಕ್ಷ ಶ್ರೀ ಸಿದ್ಧಲಿಂಗ ಮಹಾಸ್ವಾಮೀಜಿ ಮಾತನಾಡಿ, ಜ್ಞಾನ ಹಾಗೂ ಸಂಸ್ಕಾರ ಒಳಗೊಂಡ ಶಿಕ್ಷಣ ಇಂದಿನ ಅಗತ್ಯವಾಗಿದೆ. ಆಧುನಿಕ ತಂತ್ರಜ್ಞಾನದ ಜೊತೆಗೆ ಭಾರತೀಯ ಸಂಸ್ಕೃತಿಯನ್ನು ಉಳಿಸಿಕೊಳ್ಳಬೇಕು ಎಂದರು. ಕಾಲೇಜಿನ ಪ್ರಾಂಶುಪಾಲ ಡಾ. ಎಸ್.ವಿ. ದಿನೇಶ್, ಡೀನ್ ಗಳು, ಪ್ರಾಧ್ಯಾಪಕರು, ವಿದ್ಯಾರ್ಥಿಗಳು ಹಾಗೂ ಪೋಷಕರು ಉಪಸ್ಥಿತರಿದ್ದರು. ವಿವಿಧ ವಿಭಾಗಗಳಲ್ಲಿ ಅತ್ಯುತ್ತಮ ಅಂಕಗಳಿಸಿದ ವಿದ್ಯಾರ್ಥಿಗಳನ್ನು ಸನ್ಮಾನಿಸಲಾಯಿತು. ಕೆ.ಜಿ. ಪರಶುರಾಮ ಉಪಸ್ಥಿತರಿದ್ದರು.: [760, 856, 928, 956]
tiles-advertisement: [587, 1187, 921, 1409]
photo-figure: [311, 251, 363, 416]
